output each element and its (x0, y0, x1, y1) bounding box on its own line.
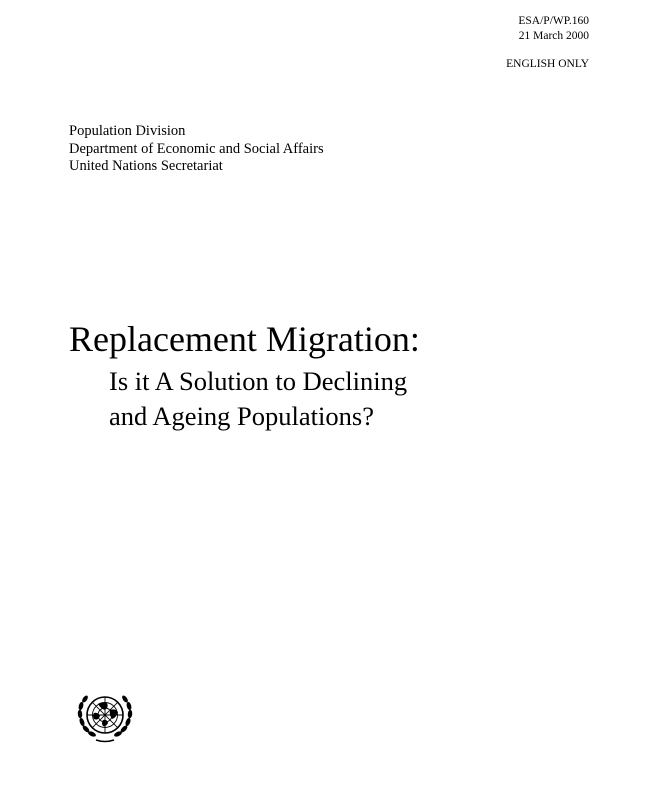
department-name: Department of Economic and Social Affairs (69, 140, 324, 157)
organization-block (69, 123, 324, 176)
subtitle (109, 364, 420, 434)
document-date: 21 March 2000 (518, 30, 589, 42)
un-emblem-icon (74, 688, 136, 744)
main-title: Replacement Migration: (69, 319, 420, 359)
secretariat-name: United Nations Secretariat (69, 158, 223, 174)
language-note: ENGLISH ONLY (506, 58, 589, 70)
subtitle-line-2: and Ageing Populations? (109, 401, 374, 431)
document-reference (506, 14, 589, 72)
subtitle-line-1: Is it A Solution to Declining (109, 366, 408, 396)
document-symbol: ESA/P/WP.160 (518, 15, 589, 27)
division-name: Population Division (69, 123, 186, 139)
title-block (69, 318, 420, 434)
